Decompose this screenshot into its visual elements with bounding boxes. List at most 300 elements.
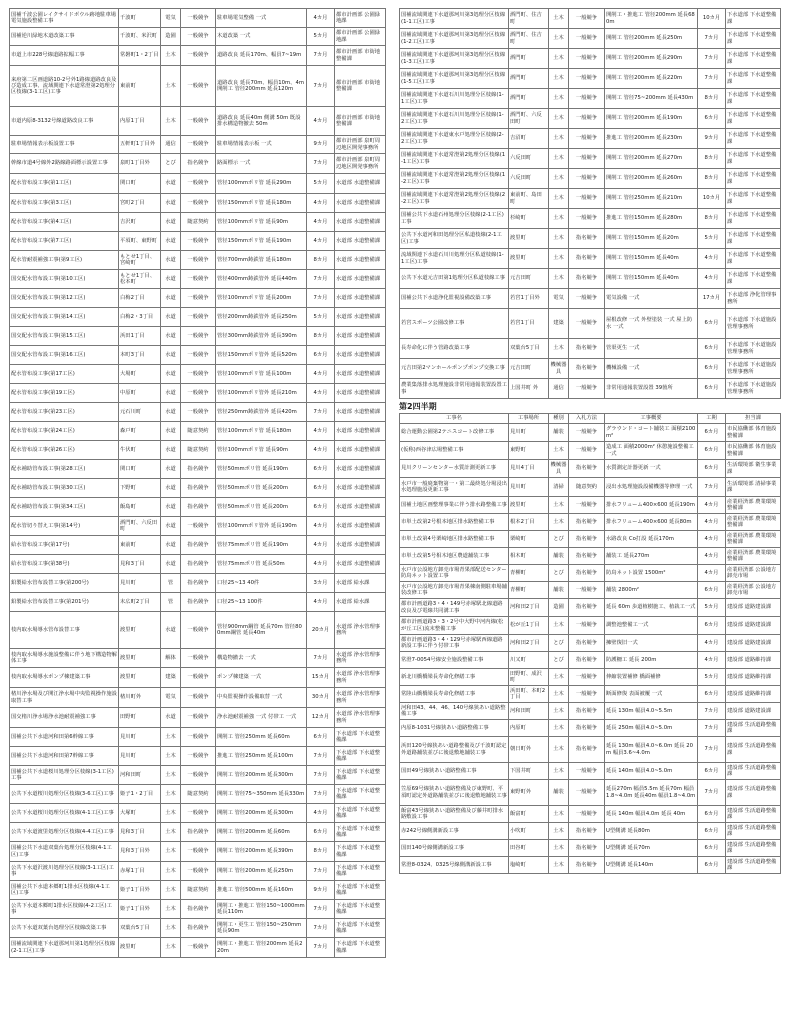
cell-name: 市単土改第4号栗崎地区排水路整備工事 <box>400 531 509 548</box>
header-name: 工事名 <box>400 414 509 424</box>
cell-summary: 延長270m 幅員5.5m 延長70m 幅員1.8~4.0m 延長40m 幅員1.8~4.0m <box>605 780 698 806</box>
cell-type: 水道 <box>161 708 181 728</box>
cell-method: 指名競争 <box>181 154 216 174</box>
cell-summary: 調整池整備工一式 <box>605 617 698 635</box>
table-row <box>400 857 781 874</box>
cell-place: 見川町 <box>119 728 161 747</box>
cell-type: 水道 <box>161 270 181 289</box>
cell-summary: 管径100mmポリ管 延長180m <box>216 422 307 441</box>
cell-dept: 水道部 水道整備課 <box>335 174 386 194</box>
cell-place: 飯富町 <box>509 806 549 823</box>
table-row <box>400 635 781 652</box>
cell-name: 配水管布設工事(第3工区) <box>10 194 119 213</box>
cell-name: 配水管耐震補強工事(第9工区) <box>10 251 119 270</box>
table-row <box>400 497 781 514</box>
cell-type: 電気 <box>549 289 569 309</box>
cell-place: 渡里町 <box>119 938 161 958</box>
cell-type: 土木 <box>161 862 181 881</box>
cell-method: 指名競争 <box>569 339 605 359</box>
table-row <box>400 169 781 189</box>
cell-summary: 管径700mm鋳鉄管 延長180m <box>216 251 307 270</box>
cell-type: 水道 <box>161 232 181 251</box>
cell-dept: 都市計画部 市街地整備課 <box>335 66 386 107</box>
cell-type: 水道 <box>161 346 181 365</box>
cell-period: 6カ月 <box>698 857 726 874</box>
cell-summary: 開削工 管径200mm 延長290m <box>605 49 698 69</box>
cell-place: 東野町外 <box>509 780 549 806</box>
cell-summary: 開削工・更生工 管径150~250mm 延長90m <box>216 919 307 938</box>
cell-dept: 水道部 水道整備課 <box>335 327 386 346</box>
cell-summary: 管径100mmポリ管外 延長210m <box>216 384 307 403</box>
cell-name: 枝内取水場導水管布設替工事 <box>10 612 119 649</box>
cell-summary: 道路改良 延長40m 側溝 50m 既設排水構造物撤去 50m <box>216 107 307 136</box>
cell-name: 国補公共下水道双葉台処理分区枝線(4-1工区)工事 <box>10 842 119 862</box>
cell-summary: 浸出水処理施設設備機器等修理 一式 <box>605 478 698 497</box>
cell-method: 一般競争 <box>181 938 216 958</box>
header-summary: 工事概要 <box>605 414 698 424</box>
cell-period: 7カ月 <box>698 69 726 89</box>
cell-type: 土木 <box>161 938 181 958</box>
cell-summary: 開削工・推進工 管径150~1000mm 延長110m <box>216 900 307 919</box>
cell-dept: 下水道部 下水道施設管理事務所 <box>726 309 781 339</box>
table-row <box>400 652 781 669</box>
cell-summary: 屋根改修 一式 外壁塗装 一式 屋上防水 一式 <box>605 309 698 339</box>
cell-method: 指名競争 <box>569 720 605 737</box>
cell-dept: 建設部 生活道路整備課 <box>726 780 781 806</box>
table-row <box>400 309 781 339</box>
cell-summary: 開削工 管径200mm 延長220m <box>605 69 698 89</box>
table-row <box>10 593 386 612</box>
table-row <box>400 29 781 49</box>
cell-type: 土木 <box>161 785 181 804</box>
cell-dept: 建設部 生活道路整備課 <box>726 737 781 763</box>
cell-name: 水戸市一般廃棄物第一・第二最終処分場浸出水処理施設更新工事 <box>400 478 509 497</box>
cell-summary: 管径150mmポリ管外 延長520m <box>216 346 307 365</box>
table-row <box>400 129 781 149</box>
cell-method: 一般競争 <box>181 289 216 308</box>
cell-summary: 道路改良 延長170m、幅員7~19m <box>216 46 307 66</box>
cell-summary: 開削工 管径150mm 延長40m <box>605 269 698 289</box>
cell-type: 電気 <box>161 9 181 28</box>
cell-place: 赤塚1丁目 <box>119 862 161 881</box>
cell-place: 吉沢町 <box>119 213 161 232</box>
table-row <box>400 9 781 29</box>
cell-summary: 口径25~13 100件 <box>216 593 307 612</box>
cell-method: 一般競争 <box>181 804 216 823</box>
cell-dept: 産業経済部 公設地方卸売市場 <box>726 565 781 582</box>
cell-dept: 下水道部 下水道整備課 <box>335 804 386 823</box>
cell-dept: 下水道部 下水道整備課 <box>726 29 781 49</box>
cell-place: 森戸町 <box>119 422 161 441</box>
table-row <box>400 780 781 806</box>
cell-name: 枝内取水場導水ポンプ棟建築工事 <box>10 668 119 688</box>
table-row <box>10 194 386 213</box>
table-row <box>10 574 386 593</box>
cell-name: 内原8-1031号線狭あい道路整備工事 <box>400 720 509 737</box>
cell-place: 東前町 <box>119 536 161 555</box>
cell-name: 都市計画道路3・4・129号赤塚駅西線道路新設工事に伴う付帯工事 <box>400 635 509 652</box>
table-row <box>10 842 386 862</box>
cell-period: 3カ月 <box>307 574 335 593</box>
works-table-right-q1 <box>399 8 781 399</box>
cell-dept: 都市計画部 市街地整備課 <box>335 107 386 136</box>
cell-summary: 木道改築 一式 <box>216 28 307 46</box>
cell-method: 一般競争 <box>569 442 605 460</box>
cell-name: 水戸市公設地方卸売市場青果部配送センター防鳥ネット設置工事 <box>400 565 509 582</box>
cell-period: 4カ月 <box>698 652 726 669</box>
cell-period: 8カ月 <box>698 149 726 169</box>
cell-place: 千波町、米沢町 <box>119 28 161 46</box>
cell-place: 相木町 <box>509 548 549 565</box>
works-table-left <box>9 8 386 958</box>
cell-type: 水道 <box>161 498 181 517</box>
header-dept: 担当課 <box>726 414 781 424</box>
cell-type: 土木 <box>161 66 181 107</box>
cell-type: 土木 <box>161 804 181 823</box>
cell-period: 8カ月 <box>307 327 335 346</box>
cell-method: 随意契約 <box>181 213 216 232</box>
cell-type: 土木 <box>549 9 569 29</box>
cell-name: 若宮スポーツ公園改修工事 <box>400 309 509 339</box>
cell-name: 幹線市道4号線外2路線路面標示設置工事 <box>10 154 119 174</box>
table-row <box>10 919 386 938</box>
cell-method: 一般競争 <box>569 189 605 209</box>
table-row <box>400 703 781 720</box>
table-row <box>10 612 386 649</box>
cell-method: 一般競争 <box>181 107 216 136</box>
cell-dept: 水道部 水道整備課 <box>335 536 386 555</box>
table-row <box>10 862 386 881</box>
cell-name: 国交配水管布設工事(第12工区) <box>10 289 119 308</box>
cell-place: 宮町2丁目 <box>119 194 161 213</box>
cell-method: 一般競争 <box>569 617 605 635</box>
cell-dept: 生活環境部 衛生事業課 <box>726 460 781 478</box>
cell-dept: 下水道部 下水道整備課 <box>335 842 386 862</box>
cell-place: 六反田町 <box>509 149 549 169</box>
table-row <box>400 514 781 531</box>
table-row <box>10 555 386 574</box>
cell-period: 4カ月 <box>307 194 335 213</box>
cell-dept: 下水道部 下水道整備課 <box>726 189 781 209</box>
cell-dept: 水道部 水道整備課 <box>335 460 386 479</box>
cell-method: 一般競争 <box>181 384 216 403</box>
cell-period: 7カ月 <box>307 938 335 958</box>
cell-dept: 水道部 水道整備課 <box>335 365 386 384</box>
cell-summary: 管径75mmポリ管 延長50m <box>216 555 307 574</box>
cell-place: 双葉台5丁目 <box>119 919 161 938</box>
cell-dept: 水道部 給水課 <box>335 593 386 612</box>
cell-dept: 下水道部 下水道整備課 <box>335 728 386 747</box>
cell-place: 見川町 <box>509 478 549 497</box>
cell-method: 随意契約 <box>569 478 605 497</box>
table-row <box>10 9 386 28</box>
cell-summary: 開削工 管径200mm 延長60m <box>216 823 307 842</box>
cell-name: 国補流域関連下水道石川川処理分区枝線(1-2工区)工事 <box>400 109 509 129</box>
section-title-q2: 第2四半期 <box>399 402 437 411</box>
cell-method: 一般競争 <box>181 232 216 251</box>
cell-type: 土木 <box>549 269 569 289</box>
cell-type: 水道 <box>161 460 181 479</box>
cell-name: 国補逆川緑地木道改築工事 <box>10 28 119 46</box>
cell-summary: 開削工・推進工 管径200mm 延長220m <box>216 938 307 958</box>
cell-place: 見川町 <box>119 747 161 766</box>
cell-summary: 造成工 面積2000m² 休憩施設整備工 一式 <box>605 442 698 460</box>
table-row <box>400 359 781 379</box>
cell-type: 土木 <box>549 737 569 763</box>
cell-dept: 建設部 道路建設課 <box>726 617 781 635</box>
cell-method: 一般競争 <box>569 169 605 189</box>
cell-method: 一般競争 <box>569 9 605 29</box>
cell-period: 5カ月 <box>698 599 726 617</box>
table-row <box>10 365 386 384</box>
cell-name: 国補流域関連下水道常澄第2処理分区枝線(1-2工区)工事 <box>400 169 509 189</box>
cell-dept: 生活環境部 清掃事業課 <box>726 478 781 497</box>
cell-place: 田野町 <box>119 708 161 728</box>
cell-method: 一般競争 <box>569 309 605 339</box>
cell-method: 指名競争 <box>181 479 216 498</box>
cell-name: 国補流域関連下水道那珂川第1処理分区枝線(2-1工区)工事 <box>10 938 119 958</box>
cell-type: 土木 <box>549 442 569 460</box>
cell-method: 一般競争 <box>569 379 605 399</box>
cell-period: 7カ月 <box>698 478 726 497</box>
table-row <box>400 269 781 289</box>
table-row <box>10 46 386 66</box>
cell-summary: 排水フリューム400×600 延長190m <box>605 497 698 514</box>
cell-period: 6カ月 <box>307 460 335 479</box>
cell-place: 根本2丁目 <box>509 514 549 531</box>
cell-dept: 産業経済部 農業環境整備課 <box>726 497 781 514</box>
cell-method: 一般競争 <box>569 763 605 780</box>
cell-summary: 延長 60m 歩道植樹施工、植栽工一式 <box>605 599 698 617</box>
cell-type: 土木 <box>549 703 569 720</box>
cell-dept: 水道部 水道整備課 <box>335 346 386 365</box>
cell-summary: 管径200mm鋳鉄管外 延長250m <box>216 308 307 327</box>
cell-method: 指名競争 <box>569 823 605 840</box>
cell-type: 土木 <box>549 686 569 703</box>
cell-period: 6カ月 <box>698 617 726 635</box>
cell-name: 長寿命化に伴う管路改築工事 <box>400 339 509 359</box>
cell-dept: 建設部 生活道路整備課 <box>726 763 781 780</box>
cell-method: 指名競争 <box>181 536 216 555</box>
cell-place: 渡里町 <box>509 249 549 269</box>
cell-period: 5カ月 <box>307 174 335 194</box>
table-row <box>400 249 781 269</box>
cell-summary: 管径150mmポリ管 延長180m <box>216 194 307 213</box>
cell-summary: 開削工 管径150mm 延長20m <box>605 229 698 249</box>
cell-method: 一般競争 <box>569 149 605 169</box>
cell-dept: 下水道部 下水道施設管理事務所 <box>726 339 781 359</box>
cell-place: 青柳町 <box>509 582 549 599</box>
cell-type: 電気 <box>161 688 181 708</box>
cell-place: 元吉田町 <box>509 359 549 379</box>
cell-period: 4カ月 <box>698 514 726 531</box>
table-row <box>10 536 386 555</box>
cell-name: 国補流域関連下水道那珂川第3処理分区枝線(1-5工区)工事 <box>400 69 509 89</box>
table-row <box>10 251 386 270</box>
cell-type: 水道 <box>161 555 181 574</box>
cell-method: 指名競争 <box>569 229 605 249</box>
cell-dept: 下水道部 下水道整備課 <box>335 919 386 938</box>
cell-name: 国補流域関連下水道東水戸処理分区枝線(2-2工区)工事 <box>400 129 509 149</box>
cell-place: 河和田町 <box>509 703 549 720</box>
cell-summary: 管渠更生 一式 <box>605 339 698 359</box>
table-row <box>400 424 781 442</box>
cell-method: 一般競争 <box>181 308 216 327</box>
cell-method: 指名競争 <box>181 823 216 842</box>
cell-type: 土木 <box>549 720 569 737</box>
cell-period: 6カ月 <box>698 359 726 379</box>
cell-name: 市単土改第5号相木地区農道舗装工事 <box>400 548 509 565</box>
cell-name: 配水補助管布設工事(第28工区) <box>10 460 119 479</box>
cell-period: 7カ月 <box>698 703 726 720</box>
cell-name: 配水管布設工事(第23工区) <box>10 403 119 422</box>
cell-summary: 舗装 2800m² <box>605 582 698 599</box>
cell-method: 指名競争 <box>181 919 216 938</box>
cell-name: 公共下水道沢渡川処理分区枝線(3-1工区)工事 <box>10 862 119 881</box>
cell-place: 白梅2・3丁目 <box>119 308 161 327</box>
cell-name: 国補土地区画整理事業に伴う排水路整備工事 <box>400 497 509 514</box>
cell-type: 水道 <box>161 384 181 403</box>
table-row <box>10 498 386 517</box>
cell-name: 市単土改第2号根本地区排水路整備工事 <box>400 514 509 531</box>
table-row <box>10 66 386 107</box>
cell-type: 清掃 <box>549 478 569 497</box>
cell-name: 常陸山橋橋梁長寿命化修繕工事 <box>400 686 509 703</box>
cell-period: 7カ月 <box>307 649 335 668</box>
table-row <box>10 403 386 422</box>
cell-method: 一般競争 <box>181 649 216 668</box>
cell-name: 配水補助管布設工事(第30工区) <box>10 479 119 498</box>
cell-dept: 都市計画部 公園緑地課 <box>335 28 386 46</box>
table-row <box>10 517 386 536</box>
table-row <box>400 109 781 129</box>
cell-method: 一般競争 <box>569 89 605 109</box>
cell-summary: 水質測定計器更新 一式 <box>605 460 698 478</box>
cell-dept: 下水道部 下水道整備課 <box>726 89 781 109</box>
table-row <box>400 617 781 635</box>
cell-name: 国補流域関連下水道常澄第2処理分区枝線(1-1工区)工事 <box>400 149 509 169</box>
cell-period: 7カ月 <box>307 900 335 919</box>
table-row <box>10 804 386 823</box>
table-header-row <box>400 414 781 424</box>
cell-period: 8カ月 <box>307 842 335 862</box>
cell-name: 流域関連下水道石川川処理分区私道枝線(1-1工区)工事 <box>400 249 509 269</box>
cell-summary: 駐車場電気整備 一式 <box>216 9 307 28</box>
cell-period: 10カ月 <box>698 9 726 29</box>
cell-type: 造園 <box>161 28 181 46</box>
cell-period: 6カ月 <box>698 763 726 780</box>
cell-summary: 防護柵工 延長 200m <box>605 652 698 669</box>
cell-summary: 開削工 管径200mm 延長300m <box>216 766 307 785</box>
cell-method: 一般競争 <box>181 728 216 747</box>
cell-summary: U型側溝 延長80m <box>605 823 698 840</box>
cell-place: 双葉台5丁目 <box>509 339 549 359</box>
cell-method: 一般競争 <box>181 365 216 384</box>
cell-type: 建築 <box>161 668 181 688</box>
cell-summary: 舗装工 延長270m <box>605 548 698 565</box>
cell-type: 土木 <box>549 209 569 229</box>
cell-summary: 管径900mm鋼管 延長70m 管径800mm鋼管 延長40m <box>216 612 307 649</box>
cell-name: 農業集落排水処理施設非常用通報装置設置工事 <box>400 379 509 399</box>
cell-name: 浜田120号線狭あい道路整備及び千波町認定外道路舗装並びに後退敷地舗装工事 <box>400 737 509 763</box>
cell-period: 30カ月 <box>307 688 335 708</box>
cell-period: 4カ月 <box>307 593 335 612</box>
cell-period: 4カ月 <box>698 531 726 548</box>
cell-dept: 水道部 浄水管理事務所 <box>335 668 386 688</box>
cell-period: 5カ月 <box>307 28 335 46</box>
cell-place: 渡里町 <box>119 649 161 668</box>
cell-name: 鉛製給水管布設替工事(第200号) <box>10 574 119 593</box>
cell-place: 五軒町1丁目外 <box>119 136 161 154</box>
cell-type: 土木 <box>549 823 569 840</box>
cell-place: 見和3丁目 <box>119 823 161 842</box>
cell-period: 5カ月 <box>307 308 335 327</box>
cell-place: 常磐町1・2丁目 <box>119 46 161 66</box>
cell-type: 土木 <box>549 229 569 249</box>
cell-dept: 市民協働部 体育施設整備課 <box>726 424 781 442</box>
cell-summary: 管径150mmポリ管 延長190m <box>216 232 307 251</box>
cell-place: 渡里町 <box>119 612 161 649</box>
cell-name: 国交楮川浄水場浄水池耐震補強工事 <box>10 708 119 728</box>
cell-type: 土木 <box>161 881 181 900</box>
cell-summary: 延長 130m 幅員4.0~6.0m 延長 20m 幅員3.6~4.0m <box>605 737 698 763</box>
cell-dept: 建設部 道路維持課 <box>726 686 781 703</box>
cell-dept: 産業経済部 公設地方卸売市場 <box>726 582 781 599</box>
table-row <box>400 460 781 478</box>
cell-type: 通信 <box>549 379 569 399</box>
cell-place: 関口町 <box>119 174 161 194</box>
cell-name: 常澄7-0054号線安全施設整備工事 <box>400 652 509 669</box>
table-row <box>10 136 386 154</box>
cell-method: 随意契約 <box>181 785 216 804</box>
cell-dept: 産業経済部 農業環境整備課 <box>726 514 781 531</box>
cell-period: 7カ月 <box>698 49 726 69</box>
cell-period: 4カ月 <box>698 548 726 565</box>
cell-type: 土木 <box>549 29 569 49</box>
cell-name: 国補流域関連下水道常澄第2処理分区枝線(2-2工区)工事 <box>400 189 509 209</box>
cell-summary: ポンプ棟建築 一式 <box>216 668 307 688</box>
cell-dept: 産業経済部 農業環境整備課 <box>726 531 781 548</box>
cell-method: 一般競争 <box>181 612 216 649</box>
cell-place: 酒門町、六反田町 <box>509 109 549 129</box>
cell-place: 小吹町 <box>509 823 549 840</box>
cell-name: 飯富43号線狭あい道路整備及び藤井町排水路敷設工事 <box>400 806 509 823</box>
cell-name: 配水管布設工事(第24工区) <box>10 422 119 441</box>
table-row <box>400 531 781 548</box>
cell-dept: 下水道部 下水道整備課 <box>726 169 781 189</box>
cell-period: 4カ月 <box>307 384 335 403</box>
cell-method: 指名競争 <box>569 460 605 478</box>
cell-summary: 延長 140m 幅員4.0m 延長 40m <box>605 806 698 823</box>
cell-place: 栗崎町 <box>509 531 549 548</box>
cell-method: 指名競争 <box>181 574 216 593</box>
cell-summary: 開削工 管径200mm 延長390m <box>216 842 307 862</box>
cell-method: 一般競争 <box>181 28 216 46</box>
cell-method: 指名競争 <box>569 652 605 669</box>
cell-place: 六反田町 <box>509 169 549 189</box>
cell-period: 7カ月 <box>307 154 335 174</box>
cell-method: 指名競争 <box>569 514 605 531</box>
cell-dept: 都市計画部 市街地整備課 <box>335 46 386 66</box>
cell-summary: 開削工 管径75~200mm 延長430m <box>605 89 698 109</box>
table-row <box>10 327 386 346</box>
cell-place: 牛伏町 <box>119 441 161 460</box>
cell-dept: 水道部 水道整備課 <box>335 403 386 422</box>
cell-type: 土木 <box>549 69 569 89</box>
table-row <box>400 669 781 686</box>
cell-type: 水道 <box>161 213 181 232</box>
cell-method: 一般競争 <box>181 346 216 365</box>
